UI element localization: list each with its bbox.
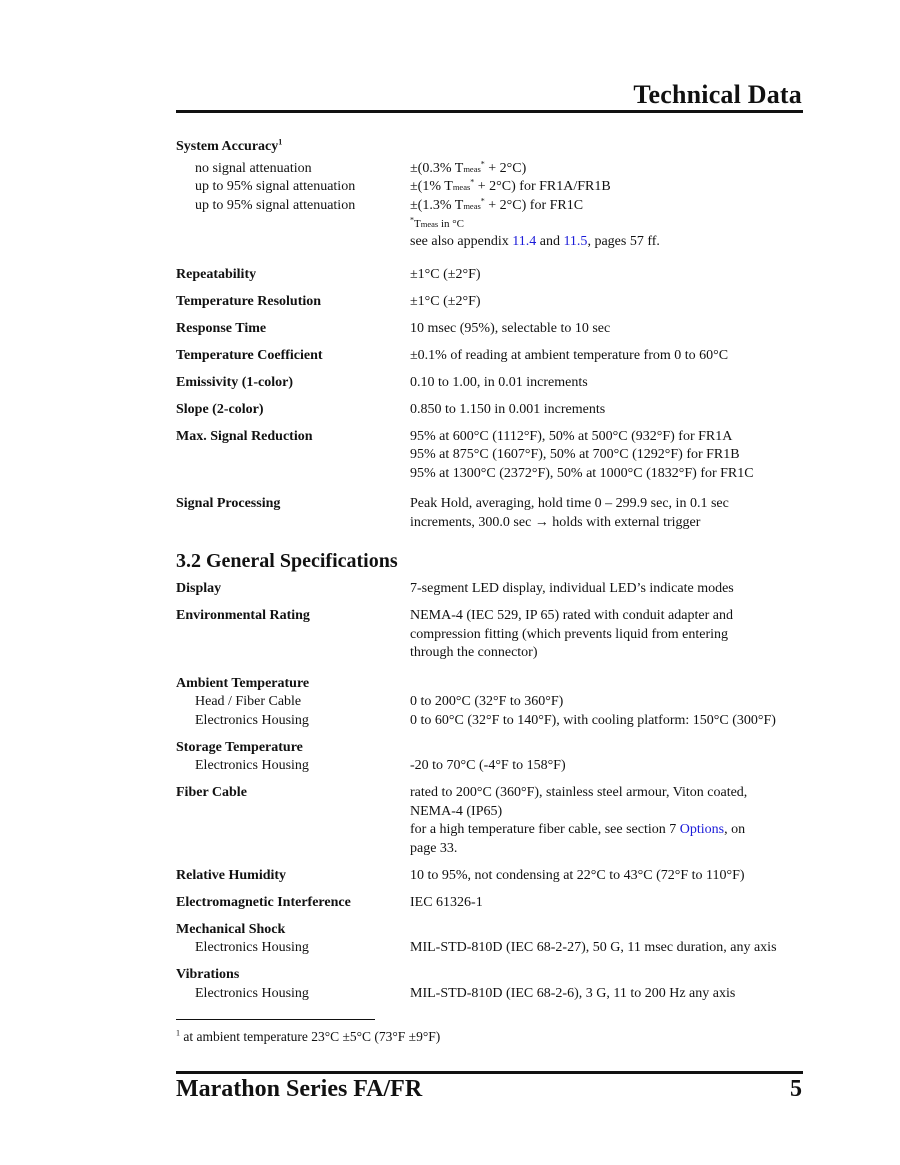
footnote-number: 1 [176,1028,180,1038]
spec-label: Repeatability [176,266,257,282]
spec-row-fiber-cable [176,784,806,858]
spec-value: -20 to 70°C (-4°F to 158°F) [410,758,566,773]
options-link[interactable]: Options [679,822,725,837]
spec-sublabel: Electronics Housing [195,758,309,773]
spec-subrow [176,693,806,712]
accuracy-row-value: ±(1% Tmeas* + 2°C) for FR1A/FR1B [410,177,611,194]
spec-value: NEMA-4 (IEC 529, IP 65) rated with conduit adapter and compression fitting (which prevents liquid from entering through the connector) [410,608,733,660]
page-header-title: Technical Data [633,80,802,109]
spec-sublabel: Head / Fiber Cable [195,694,302,709]
spec-label: Temperature Resolution [176,293,322,309]
accuracy-row [176,178,806,197]
spec-row-max-signal-reduction [176,428,806,484]
spec-sublabel: Electronics Housing [195,940,309,955]
spec-value: 0 to 60°C (32°F to 140°F), with cooling platform: 150°C (300°F) [410,712,776,728]
spec-subrow [176,712,806,731]
spec-value: IEC 61326-1 [410,894,483,910]
accuracy-row-label: no signal attenuation [195,160,312,176]
spec-value: ±0.1% of reading at ambient temperature from 0 to 60°C [410,347,729,363]
spec-label: Mechanical Shock [176,921,286,937]
footnote [176,1029,440,1045]
spec-subrow [176,757,806,776]
spec-label: Relative Humidity [176,867,287,883]
spec-value: 0.10 to 1.00, in 0.01 increments [410,374,588,390]
spec-value: 0.850 to 1.150 in 0.001 increments [410,401,606,417]
spec-row-signal-processing [176,495,806,532]
tmeas-note: *Tmeas in °C [410,215,464,230]
ambient-temperature-heading [176,675,806,694]
spec-label: Emissivity (1-color) [176,374,294,390]
spec-value: rated to 200°C (360°F), stainless steel armour, Viton coated, NEMA-4 (IP65) for a high temperature fiber cable, see section 7 Options, on page 33. [410,785,748,856]
vibrations-heading [176,966,806,985]
spec-value: 0 to 200°C (32°F to 360°F) [410,694,564,709]
footnote-rule [176,1019,375,1020]
spec-label: Response Time [176,320,267,336]
accuracy-row-value: ±(1.3% Tmeas* + 2°C) for FR1C [410,195,584,213]
spec-value: ±1°C (±2°F) [410,266,481,282]
spec-content [176,138,806,1003]
spec-row-response-time [176,320,806,339]
spec-row-relative-humidity [176,867,806,886]
footer-rule [176,1071,803,1074]
spec-row-display [176,580,806,599]
spec-value: 10 msec (95%), selectable to 10 sec [410,320,611,336]
spec-label: Signal Processing [176,496,281,511]
storage-temperature-heading [176,739,806,758]
see-also-row: see also appendix 11.4 and 11.5, pages 57 ff. [410,234,660,249]
accuracy-row [176,160,806,179]
accuracy-row-label: up to 95% signal attenuation [195,179,356,194]
accuracy-row-value: ±(0.3% Tmeas* + 2°C) [410,158,527,176]
spec-row-repeatability [176,266,806,285]
spec-row-temperature-coefficient [176,347,806,366]
appendix-11-4-link[interactable]: 11.4 [512,234,537,249]
spec-row-temperature-resolution [176,293,806,312]
page-number: 5 [790,1076,802,1102]
spec-value: 10 to 95%, not condensing at 22°C to 43°C (72°F to 110°F) [410,867,745,883]
footnote-text: at ambient temperature 23°C ±5°C (73°F ±9°F) [180,1029,441,1044]
section-title-general-specifications: 3.2 General Specifications [176,550,398,572]
spec-label: Display [176,581,222,596]
spec-value: 95% at 600°C (1112°F), 50% at 500°C (932°F) for FR1A 95% at 875°C (1607°F), 50% at 700°C (1292°F) for FR1B 95% at 1300°C (2372°F), 50% at 1000°C (1832°F) for FR1C [410,428,754,481]
spec-label: Fiber Cable [176,785,247,800]
spec-label: Electromagnetic Interference [176,894,351,910]
header-rule [176,110,803,113]
footer-title: Marathon Series FA/FR [176,1076,423,1102]
system-accuracy-label: System Accuracy [176,139,279,154]
spec-subrow [176,985,806,1004]
footnote-ref: 1 [278,137,283,147]
spec-value: MIL-STD-810D (IEC 68-2-27), 50 G, 11 msec duration, any axis [410,940,777,955]
spec-row-slope [176,401,806,420]
spec-value: 7-segment LED display, individual LED’s indicate modes [410,581,734,596]
spec-value: MIL-STD-810D (IEC 68-2-6), 3 G, 11 to 200 Hz any axis [410,985,736,1001]
spec-label: Ambient Temperature [176,675,310,691]
spec-label: Environmental Rating [176,608,310,623]
spec-sublabel: Electronics Housing [195,985,309,1001]
mechanical-shock-heading [176,921,806,940]
spec-label: Vibrations [176,967,240,982]
spec-label: Max. Signal Reduction [176,428,313,444]
spec-label: Temperature Coefficient [176,347,323,363]
spec-label: Storage Temperature [176,739,303,755]
accuracy-row-label: up to 95% signal attenuation [195,197,356,213]
system-accuracy-heading [176,138,806,157]
accuracy-row [176,197,806,216]
spec-row-emissivity [176,374,806,393]
spec-label: Slope (2-color) [176,401,264,417]
spec-subrow [176,939,806,958]
spec-row-emi [176,894,806,913]
spec-value: Peak Hold, averaging, hold time 0 – 299.9 sec, in 0.1 sec increments, 300.0 sec → holds with external trigger [410,496,729,530]
spec-sublabel: Electronics Housing [195,712,309,728]
appendix-11-5-link[interactable]: 11.5 [563,234,588,249]
spec-row-environmental-rating [176,607,806,663]
spec-value: ±1°C (±2°F) [410,293,481,309]
